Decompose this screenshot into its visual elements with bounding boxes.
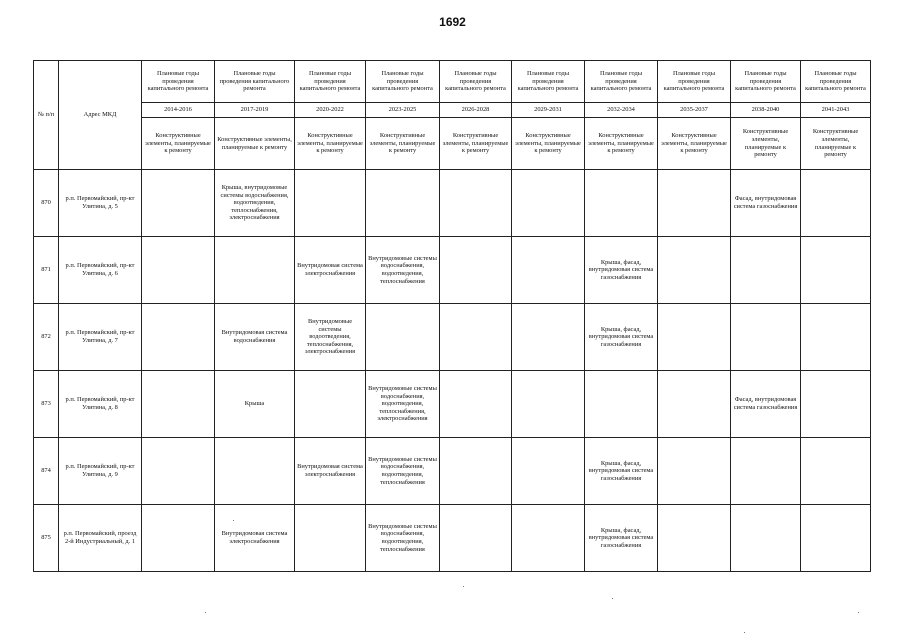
repair-elements-cell — [512, 438, 585, 505]
elements-subheader: Конструктивные элементы, планируемые к ремонту — [801, 118, 871, 170]
repair-elements-cell — [731, 438, 801, 505]
period-title: Плановые годы проведения капитального ремонта — [731, 61, 801, 103]
table-row — [34, 438, 871, 505]
row-number: 870 — [34, 170, 59, 237]
repair-elements-cell — [801, 505, 871, 572]
scan-speck — [233, 520, 234, 521]
period-years: 2041-2043 — [801, 103, 871, 118]
period-years: 2026-2028 — [440, 103, 512, 118]
repair-elements-cell: Внутридомовые системы водоотведения, теплоснабжения, электроснабжения — [295, 304, 366, 371]
row-number: 871 — [34, 237, 59, 304]
elements-subheader: Конструктивные элементы, планируемые к ремонту — [440, 118, 512, 170]
elements-subheader: Конструктивные элементы, планируемые к ремонту — [366, 118, 440, 170]
repair-elements-cell — [142, 237, 215, 304]
period-years: 2014-2016 — [142, 103, 215, 118]
repair-elements-cell — [512, 371, 585, 438]
repair-elements-cell — [731, 505, 801, 572]
repair-elements-cell — [512, 505, 585, 572]
repair-elements-cell: Крыша, внутридомовые системы водоснабжения, водоотведения, теплоснабжения, электроснабжения — [215, 170, 295, 237]
repair-elements-cell — [142, 371, 215, 438]
repair-elements-cell: Внутридомовая система электроснабжения — [295, 438, 366, 505]
period-title: Плановые годы проведения капитального ремонта — [366, 61, 440, 103]
elements-subheader: Конструктивные элементы, планируемые к ремонту — [585, 118, 658, 170]
table-row — [34, 237, 871, 304]
repair-elements-cell — [142, 304, 215, 371]
repair-elements-cell: Внутридомовая система электроснабжения — [215, 505, 295, 572]
repair-elements-cell — [801, 237, 871, 304]
row-number: 874 — [34, 438, 59, 505]
repair-elements-cell: Фасад, внутридомовая система газоснабжения — [731, 170, 801, 237]
elements-subheader: Конструктивные элементы, планируемые к ремонту — [215, 118, 295, 170]
building-address: р.п. Первомайский, пр-кт Улитина, д. 7 — [59, 304, 142, 371]
repair-elements-cell — [142, 438, 215, 505]
repair-elements-cell — [658, 505, 731, 572]
building-address: р.п. Первомайский, пр-кт Улитина, д. 5 — [59, 170, 142, 237]
table-row — [34, 371, 871, 438]
repair-elements-cell: Крыша, фасад, внутридомовая система газоснабжения — [585, 438, 658, 505]
scan-speck — [463, 586, 464, 587]
repair-elements-cell: Крыша, фасад, внутридомовая система газоснабжения — [585, 304, 658, 371]
row-number: 873 — [34, 371, 59, 438]
scan-speck — [744, 632, 745, 633]
period-title: Плановые годы проведения капитального ремонта — [801, 61, 871, 103]
repair-elements-cell — [440, 304, 512, 371]
repair-elements-cell: Внутридомовая система водоснабжения — [215, 304, 295, 371]
period-years: 2023-2025 — [366, 103, 440, 118]
repair-elements-cell — [440, 237, 512, 304]
repair-elements-cell — [731, 304, 801, 371]
repair-elements-cell — [295, 505, 366, 572]
repair-elements-cell: Внутридомовая система электроснабжения — [295, 237, 366, 304]
repair-elements-cell — [215, 237, 295, 304]
table-row — [34, 505, 871, 572]
repair-elements-cell — [215, 438, 295, 505]
repair-elements-cell: Крыша, фасад, внутридомовая система газоснабжения — [585, 505, 658, 572]
repair-elements-cell — [658, 237, 731, 304]
repair-elements-cell — [295, 371, 366, 438]
table-row — [34, 170, 871, 237]
elements-subheader: Конструктивные элементы, планируемые к ремонту — [658, 118, 731, 170]
repair-elements-cell — [658, 304, 731, 371]
repair-elements-cell — [512, 237, 585, 304]
period-years: 2035-2037 — [658, 103, 731, 118]
repair-elements-cell — [440, 438, 512, 505]
page-number: 1692 — [439, 15, 466, 29]
elements-subheader: Конструктивные элементы, планируемые к ремонту — [731, 118, 801, 170]
repair-elements-cell — [142, 505, 215, 572]
repair-elements-cell — [366, 304, 440, 371]
building-address: р.п. Первомайский, пр-кт Улитина, д. 9 — [59, 438, 142, 505]
building-address: р.п. Первомайский, пр-кт Улитина, д. 6 — [59, 237, 142, 304]
building-address: р.п. Первомайский, проезд 2-й Индустриальный, д. 1 — [59, 505, 142, 572]
scan-speck — [858, 612, 859, 613]
repair-elements-cell: Крыша — [215, 371, 295, 438]
repair-elements-cell — [366, 170, 440, 237]
elements-subheader: Конструктивные элементы, планируемые к ремонту — [512, 118, 585, 170]
period-years: 2029-2031 — [512, 103, 585, 118]
repair-elements-cell — [801, 170, 871, 237]
period-years: 2032-2034 — [585, 103, 658, 118]
repair-elements-cell — [801, 371, 871, 438]
repair-elements-cell — [658, 438, 731, 505]
repair-elements-cell — [585, 170, 658, 237]
repair-elements-cell — [658, 371, 731, 438]
repair-elements-cell — [658, 170, 731, 237]
period-title: Плановые годы проведения капитального ремонта — [440, 61, 512, 103]
repair-elements-cell — [440, 371, 512, 438]
repair-elements-cell: Внутридомовые системы водоснабжения, водоотведения, теплоснабжения, электроснабжения — [366, 371, 440, 438]
row-number: 872 — [34, 304, 59, 371]
repair-elements-cell — [440, 505, 512, 572]
period-title: Плановые годы проведения капитального ремонта — [658, 61, 731, 103]
repair-elements-cell — [585, 371, 658, 438]
row-number: 875 — [34, 505, 59, 572]
num-column-header: № п/п — [34, 61, 59, 170]
period-title: Плановые годы проведения капитального ремонта — [585, 61, 658, 103]
repair-elements-cell — [142, 170, 215, 237]
building-address: р.п. Первомайский, пр-кт Улитина, д. 8 — [59, 371, 142, 438]
repair-elements-cell — [295, 170, 366, 237]
repair-elements-cell: Фасад, внутридомовая система газоснабжения — [731, 371, 801, 438]
elements-subheader: Конструктивные элементы, планируемые к ремонту — [295, 118, 366, 170]
period-years: 2020-2022 — [295, 103, 366, 118]
repair-elements-cell — [731, 237, 801, 304]
table-row — [34, 304, 871, 371]
repair-elements-cell: Внутридомовые системы водоснабжения, водоотведения, теплоснабжения — [366, 237, 440, 304]
repair-elements-cell — [512, 304, 585, 371]
period-title: Плановые годы проведения капитального ремонта — [295, 61, 366, 103]
scan-speck — [205, 612, 206, 613]
period-years: 2017-2019 — [215, 103, 295, 118]
repair-elements-cell — [512, 170, 585, 237]
repair-elements-cell — [801, 304, 871, 371]
scan-speck — [612, 598, 613, 599]
elements-subheader: Конструктивные элементы, планируемые к ремонту — [142, 118, 215, 170]
period-years: 2038-2040 — [731, 103, 801, 118]
repair-schedule-table — [33, 60, 871, 572]
repair-elements-cell: Крыша, фасад, внутридомовая система газоснабжения — [585, 237, 658, 304]
period-title: Плановые годы проведения капитального ремонта — [512, 61, 585, 103]
repair-elements-cell: Внутридомовые системы водоснабжения, водоотведения, теплоснабжения — [366, 438, 440, 505]
period-title: Плановые годы проведения капитального ремонта — [215, 61, 295, 103]
repair-elements-cell — [440, 170, 512, 237]
repair-elements-cell: Внутридомовые системы водоснабжения, водоотведения, теплоснабжения — [366, 505, 440, 572]
repair-elements-cell — [801, 438, 871, 505]
address-column-header: Адрес МКД — [59, 61, 142, 170]
period-title: Плановые годы проведения капитального ремонта — [142, 61, 215, 103]
